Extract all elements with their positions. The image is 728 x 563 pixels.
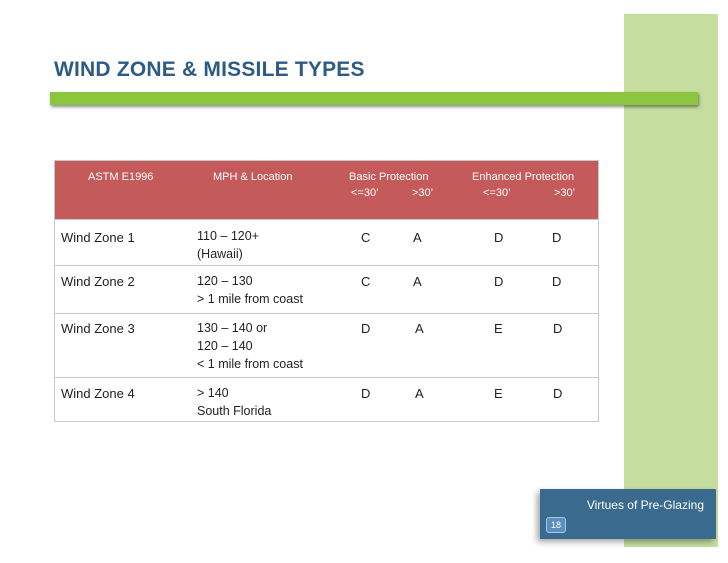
table-header bbox=[55, 161, 598, 219]
basic-under-30: D bbox=[361, 321, 371, 336]
enhanced-under-30: E bbox=[494, 321, 503, 336]
header-basic-protection: Basic Protection bbox=[349, 171, 429, 183]
table-row bbox=[55, 313, 598, 378]
basic-over-30: A bbox=[413, 230, 422, 245]
table-row bbox=[55, 377, 598, 423]
header-astm: ASTM E1996 bbox=[88, 171, 154, 183]
header-enhanced-sub-a: <=30’ bbox=[483, 187, 511, 199]
footer-banner bbox=[540, 489, 716, 539]
zone-label: Wind Zone 3 bbox=[61, 321, 135, 336]
mph-line: > 140 bbox=[197, 386, 229, 400]
zone-label: Wind Zone 2 bbox=[61, 274, 135, 289]
page-number-badge: 18 bbox=[546, 517, 566, 533]
basic-under-30: C bbox=[361, 274, 371, 289]
basic-over-30: A bbox=[415, 386, 424, 401]
title-underline-bar bbox=[50, 92, 698, 105]
mph-line: South Florida bbox=[197, 404, 272, 418]
header-basic-sub-b: >30’ bbox=[412, 187, 434, 199]
zone-label: Wind Zone 4 bbox=[61, 386, 135, 401]
footer-title: Virtues of Pre-Glazing bbox=[586, 498, 704, 512]
wind-zone-table bbox=[54, 160, 599, 422]
mph-line: 110 – 120+ bbox=[197, 229, 259, 243]
mph-line: 130 – 140 or bbox=[197, 321, 268, 335]
enhanced-under-30: E bbox=[494, 386, 503, 401]
header-basic-sub-a: <=30’ bbox=[351, 187, 379, 199]
table-row bbox=[55, 265, 598, 314]
zone-label: Wind Zone 1 bbox=[61, 230, 135, 245]
table-row bbox=[55, 219, 598, 266]
mph-line: (Hawaii) bbox=[197, 247, 243, 261]
basic-over-30: A bbox=[413, 274, 422, 289]
enhanced-over-30: D bbox=[552, 230, 562, 245]
mph-line: > 1 mile from coast bbox=[197, 292, 303, 306]
enhanced-under-30: D bbox=[494, 230, 504, 245]
basic-over-30: A bbox=[415, 321, 424, 336]
mph-line: < 1 mile from coast bbox=[197, 357, 303, 371]
header-enhanced-sub-b: >30’ bbox=[554, 187, 576, 199]
mph-line: 120 – 140 bbox=[197, 339, 253, 353]
enhanced-over-30: D bbox=[553, 321, 563, 336]
header-mph-location: MPH & Location bbox=[213, 171, 293, 183]
header-enhanced-protection: Enhanced Protection bbox=[472, 171, 575, 183]
mph-line: 120 – 130 bbox=[197, 274, 253, 288]
enhanced-over-30: D bbox=[553, 386, 563, 401]
basic-under-30: C bbox=[361, 230, 371, 245]
basic-under-30: D bbox=[361, 386, 371, 401]
slide-title: WIND ZONE & MISSILE TYPES bbox=[54, 58, 365, 81]
enhanced-over-30: D bbox=[552, 274, 562, 289]
enhanced-under-30: D bbox=[494, 274, 504, 289]
